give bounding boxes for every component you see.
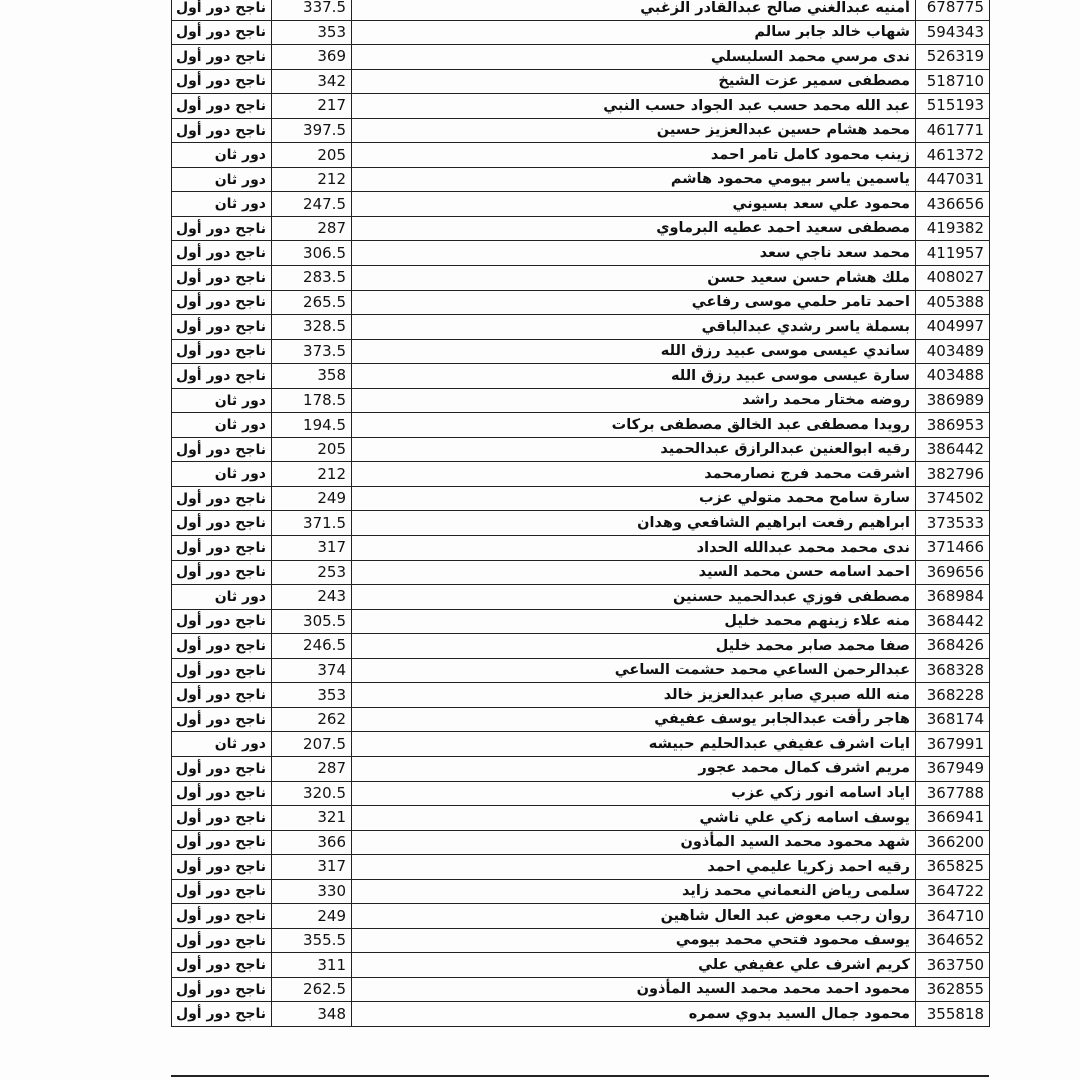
id-cell: 368328	[916, 658, 990, 683]
table-row	[172, 486, 990, 511]
status-cell: ناجح دور أول	[172, 855, 272, 880]
score-cell: 306.5	[272, 241, 352, 266]
score-cell: 212	[272, 167, 352, 192]
table-row	[172, 781, 990, 806]
score-cell: 353	[272, 683, 352, 708]
name-cell: محمد هشام حسين عبدالعزيز حسين	[352, 118, 916, 143]
table-row	[172, 536, 990, 561]
status-cell: دور ثان	[172, 167, 272, 192]
status-cell: دور ثان	[172, 462, 272, 487]
status-cell: ناجح دور أول	[172, 634, 272, 659]
table-row	[172, 683, 990, 708]
score-cell: 348	[272, 1002, 352, 1027]
table-row	[172, 0, 990, 20]
status-cell: ناجح دور أول	[172, 781, 272, 806]
table-row	[172, 1002, 990, 1027]
score-cell: 317	[272, 855, 352, 880]
status-cell: ناجح دور أول	[172, 904, 272, 929]
id-cell: 368442	[916, 609, 990, 634]
id-cell: 368174	[916, 707, 990, 732]
score-cell: 328.5	[272, 315, 352, 340]
status-cell: ناجح دور أول	[172, 609, 272, 634]
score-cell: 374	[272, 658, 352, 683]
score-cell: 253	[272, 560, 352, 585]
score-cell: 311	[272, 953, 352, 978]
name-cell: زينب محمود كامل تامر احمد	[352, 143, 916, 168]
score-cell: 287	[272, 216, 352, 241]
name-cell: احمد تامر حلمي موسى رفاعي	[352, 290, 916, 315]
table-row	[172, 585, 990, 610]
score-cell: 178.5	[272, 388, 352, 413]
id-cell: 368426	[916, 634, 990, 659]
id-cell: 368984	[916, 585, 990, 610]
name-cell: رويدا مصطفى عبد الخالق مصطفى بركات	[352, 413, 916, 438]
table-row	[172, 192, 990, 217]
name-cell: ندى محمد محمد عبدالله الحداد	[352, 536, 916, 561]
status-cell: ناجح دور أول	[172, 511, 272, 536]
score-cell: 247.5	[272, 192, 352, 217]
id-cell: 594343	[916, 20, 990, 45]
status-cell: ناجح دور أول	[172, 241, 272, 266]
status-cell: ناجح دور أول	[172, 216, 272, 241]
status-cell: دور ثان	[172, 413, 272, 438]
score-cell: 265.5	[272, 290, 352, 315]
name-cell: كريم اشرف علي عفيفي علي	[352, 953, 916, 978]
score-cell: 371.5	[272, 511, 352, 536]
table-row	[172, 143, 990, 168]
id-cell: 403488	[916, 364, 990, 389]
status-cell: ناجح دور أول	[172, 20, 272, 45]
id-cell: 382796	[916, 462, 990, 487]
status-cell: ناجح دور أول	[172, 683, 272, 708]
score-cell: 283.5	[272, 266, 352, 291]
name-cell: محمود جمال السيد بدوي سمره	[352, 1002, 916, 1027]
name-cell: احمد اسامه حسن محمد السيد	[352, 560, 916, 585]
name-cell: محمد سعد ناجي سعد	[352, 241, 916, 266]
status-cell: ناجح دور أول	[172, 315, 272, 340]
name-cell: هاجر رأفت عبدالجابر يوسف عفيفي	[352, 707, 916, 732]
table-row	[172, 560, 990, 585]
name-cell: يوسف محمود فتحي محمد بيومي	[352, 928, 916, 953]
name-cell: ايات اشرف عفيفي عبدالحليم حبيشه	[352, 732, 916, 757]
status-cell: ناجح دور أول	[172, 364, 272, 389]
status-cell: ناجح دور أول	[172, 1002, 272, 1027]
status-cell: ناجح دور أول	[172, 953, 272, 978]
name-cell: صفا محمد صابر محمد خليل	[352, 634, 916, 659]
table-bottom-border	[171, 1075, 989, 1077]
table-row	[172, 290, 990, 315]
table-row	[172, 20, 990, 45]
id-cell: 368228	[916, 683, 990, 708]
name-cell: بسملة ياسر رشدي عبدالباقي	[352, 315, 916, 340]
results-table	[171, 0, 990, 1027]
table-row	[172, 707, 990, 732]
score-cell: 217	[272, 94, 352, 119]
table-row	[172, 830, 990, 855]
status-cell: ناجح دور أول	[172, 486, 272, 511]
name-cell: روضه مختار محمد راشد	[352, 388, 916, 413]
status-cell: دور ثان	[172, 143, 272, 168]
table-row	[172, 266, 990, 291]
name-cell: شهاب خالد جابر سالم	[352, 20, 916, 45]
status-cell: ناجح دور أول	[172, 830, 272, 855]
id-cell: 365825	[916, 855, 990, 880]
score-cell: 355.5	[272, 928, 352, 953]
name-cell: محمود احمد محمد محمد السيد المأذون	[352, 977, 916, 1002]
id-cell: 363750	[916, 953, 990, 978]
score-cell: 249	[272, 904, 352, 929]
score-cell: 305.5	[272, 609, 352, 634]
name-cell: منه علاء زينهم محمد خليل	[352, 609, 916, 634]
score-cell: 194.5	[272, 413, 352, 438]
score-cell: 342	[272, 69, 352, 94]
name-cell: مصطفى فوزي عبدالحميد حسنين	[352, 585, 916, 610]
status-cell: ناجح دور أول	[172, 69, 272, 94]
id-cell: 386989	[916, 388, 990, 413]
table-row	[172, 94, 990, 119]
name-cell: شهد محمود محمد السيد المأذون	[352, 830, 916, 855]
table-row	[172, 879, 990, 904]
table-row	[172, 756, 990, 781]
table-row	[172, 928, 990, 953]
score-cell: 353	[272, 20, 352, 45]
id-cell: 371466	[916, 536, 990, 561]
name-cell: رقيه ابوالعنين عبدالرازق عبدالحميد	[352, 437, 916, 462]
status-cell: ناجح دور أول	[172, 756, 272, 781]
id-cell: 374502	[916, 486, 990, 511]
name-cell: اياد اسامه انور زكي عزب	[352, 781, 916, 806]
name-cell: منه الله صبري صابر عبدالعزيز خالد	[352, 683, 916, 708]
table-row	[172, 241, 990, 266]
name-cell: أمنيه عبدالغني صالح عبدالقادر الزغبي	[352, 0, 916, 20]
id-cell: 366200	[916, 830, 990, 855]
status-cell: ناجح دور أول	[172, 879, 272, 904]
status-cell: ناجح دور أول	[172, 536, 272, 561]
table-row	[172, 413, 990, 438]
status-cell: ناجح دور أول	[172, 290, 272, 315]
status-cell: دور ثان	[172, 732, 272, 757]
name-cell: عبدالرحمن الساعي محمد حشمت الساعي	[352, 658, 916, 683]
id-cell: 367788	[916, 781, 990, 806]
table-row	[172, 69, 990, 94]
status-cell: ناجح دور أول	[172, 118, 272, 143]
id-cell: 369656	[916, 560, 990, 585]
id-cell: 364722	[916, 879, 990, 904]
table-row	[172, 658, 990, 683]
score-cell: 337.5	[272, 0, 352, 20]
table-row	[172, 388, 990, 413]
status-cell: دور ثان	[172, 585, 272, 610]
id-cell: 355818	[916, 1002, 990, 1027]
table-row	[172, 315, 990, 340]
status-cell: ناجح دور أول	[172, 437, 272, 462]
score-cell: 205	[272, 143, 352, 168]
name-cell: عبد الله محمد حسب عبد الجواد حسب النبي	[352, 94, 916, 119]
id-cell: 518710	[916, 69, 990, 94]
score-cell: 243	[272, 585, 352, 610]
id-cell: 678775	[916, 0, 990, 20]
table-row	[172, 511, 990, 536]
name-cell: مصطفى سعيد احمد عطيه البرماوي	[352, 216, 916, 241]
id-cell: 367991	[916, 732, 990, 757]
name-cell: روان رجب معوض عبد العال شاهين	[352, 904, 916, 929]
table-row	[172, 732, 990, 757]
score-cell: 358	[272, 364, 352, 389]
status-cell: ناجح دور أول	[172, 45, 272, 70]
table-row	[172, 609, 990, 634]
score-cell: 373.5	[272, 339, 352, 364]
id-cell: 461372	[916, 143, 990, 168]
id-cell: 373533	[916, 511, 990, 536]
id-cell: 461771	[916, 118, 990, 143]
table-row	[172, 904, 990, 929]
name-cell: رقيه احمد زكريا عليمي احمد	[352, 855, 916, 880]
table-row	[172, 118, 990, 143]
id-cell: 419382	[916, 216, 990, 241]
name-cell: مصطفى سمير عزت الشيخ	[352, 69, 916, 94]
name-cell: ملك هشام حسن سعيد حسن	[352, 266, 916, 291]
score-cell: 262	[272, 707, 352, 732]
id-cell: 405388	[916, 290, 990, 315]
id-cell: 411957	[916, 241, 990, 266]
name-cell: ياسمين ياسر بيومي محمود هاشم	[352, 167, 916, 192]
score-cell: 287	[272, 756, 352, 781]
status-cell: ناجح دور أول	[172, 339, 272, 364]
name-cell: مريم اشرف كمال محمد عجور	[352, 756, 916, 781]
id-cell: 436656	[916, 192, 990, 217]
table-row	[172, 437, 990, 462]
name-cell: سارة سامح محمد متولي عزب	[352, 486, 916, 511]
status-cell: دور ثان	[172, 388, 272, 413]
table-row	[172, 806, 990, 831]
name-cell: سارة عيسى موسى عبيد رزق الله	[352, 364, 916, 389]
status-cell: دور ثان	[172, 192, 272, 217]
score-cell: 317	[272, 536, 352, 561]
id-cell: 362855	[916, 977, 990, 1002]
status-cell: ناجح دور أول	[172, 94, 272, 119]
table-row	[172, 216, 990, 241]
score-cell: 262.5	[272, 977, 352, 1002]
score-cell: 321	[272, 806, 352, 831]
status-cell: ناجح دور أول	[172, 806, 272, 831]
id-cell: 367949	[916, 756, 990, 781]
table-row	[172, 339, 990, 364]
results-table-body	[172, 0, 990, 1026]
score-cell: 249	[272, 486, 352, 511]
id-cell: 364652	[916, 928, 990, 953]
table-row	[172, 977, 990, 1002]
status-cell: ناجح دور أول	[172, 707, 272, 732]
name-cell: اشرقت محمد فرج نصارمحمد	[352, 462, 916, 487]
name-cell: يوسف اسامه زكي علي ناشي	[352, 806, 916, 831]
name-cell: سلمى رياض النعماني محمد زايد	[352, 879, 916, 904]
id-cell: 386953	[916, 413, 990, 438]
table-row	[172, 45, 990, 70]
table-row	[172, 364, 990, 389]
id-cell: 515193	[916, 94, 990, 119]
score-cell: 366	[272, 830, 352, 855]
status-cell: ناجح دور أول	[172, 266, 272, 291]
score-cell: 205	[272, 437, 352, 462]
id-cell: 404997	[916, 315, 990, 340]
table-row	[172, 462, 990, 487]
id-cell: 526319	[916, 45, 990, 70]
score-cell: 207.5	[272, 732, 352, 757]
table-row	[172, 167, 990, 192]
name-cell: ابراهيم رفعت ابراهيم الشافعي وهدان	[352, 511, 916, 536]
status-cell: ناجح دور أول	[172, 928, 272, 953]
table-row	[172, 953, 990, 978]
score-cell: 212	[272, 462, 352, 487]
id-cell: 403489	[916, 339, 990, 364]
score-cell: 397.5	[272, 118, 352, 143]
id-cell: 364710	[916, 904, 990, 929]
score-cell: 246.5	[272, 634, 352, 659]
name-cell: محمود علي سعد بسيوني	[352, 192, 916, 217]
table-row	[172, 855, 990, 880]
status-cell: ناجح دور أول	[172, 977, 272, 1002]
table-row	[172, 634, 990, 659]
id-cell: 386442	[916, 437, 990, 462]
name-cell: ساندي عيسى موسى عبيد رزق الله	[352, 339, 916, 364]
status-cell: ناجح دور أول	[172, 560, 272, 585]
score-cell: 320.5	[272, 781, 352, 806]
score-cell: 330	[272, 879, 352, 904]
score-cell: 369	[272, 45, 352, 70]
id-cell: 408027	[916, 266, 990, 291]
status-cell: ناجح دور أول	[172, 0, 272, 20]
name-cell: ندى مرسي محمد السلبسلي	[352, 45, 916, 70]
id-cell: 447031	[916, 167, 990, 192]
status-cell: ناجح دور أول	[172, 658, 272, 683]
id-cell: 366941	[916, 806, 990, 831]
